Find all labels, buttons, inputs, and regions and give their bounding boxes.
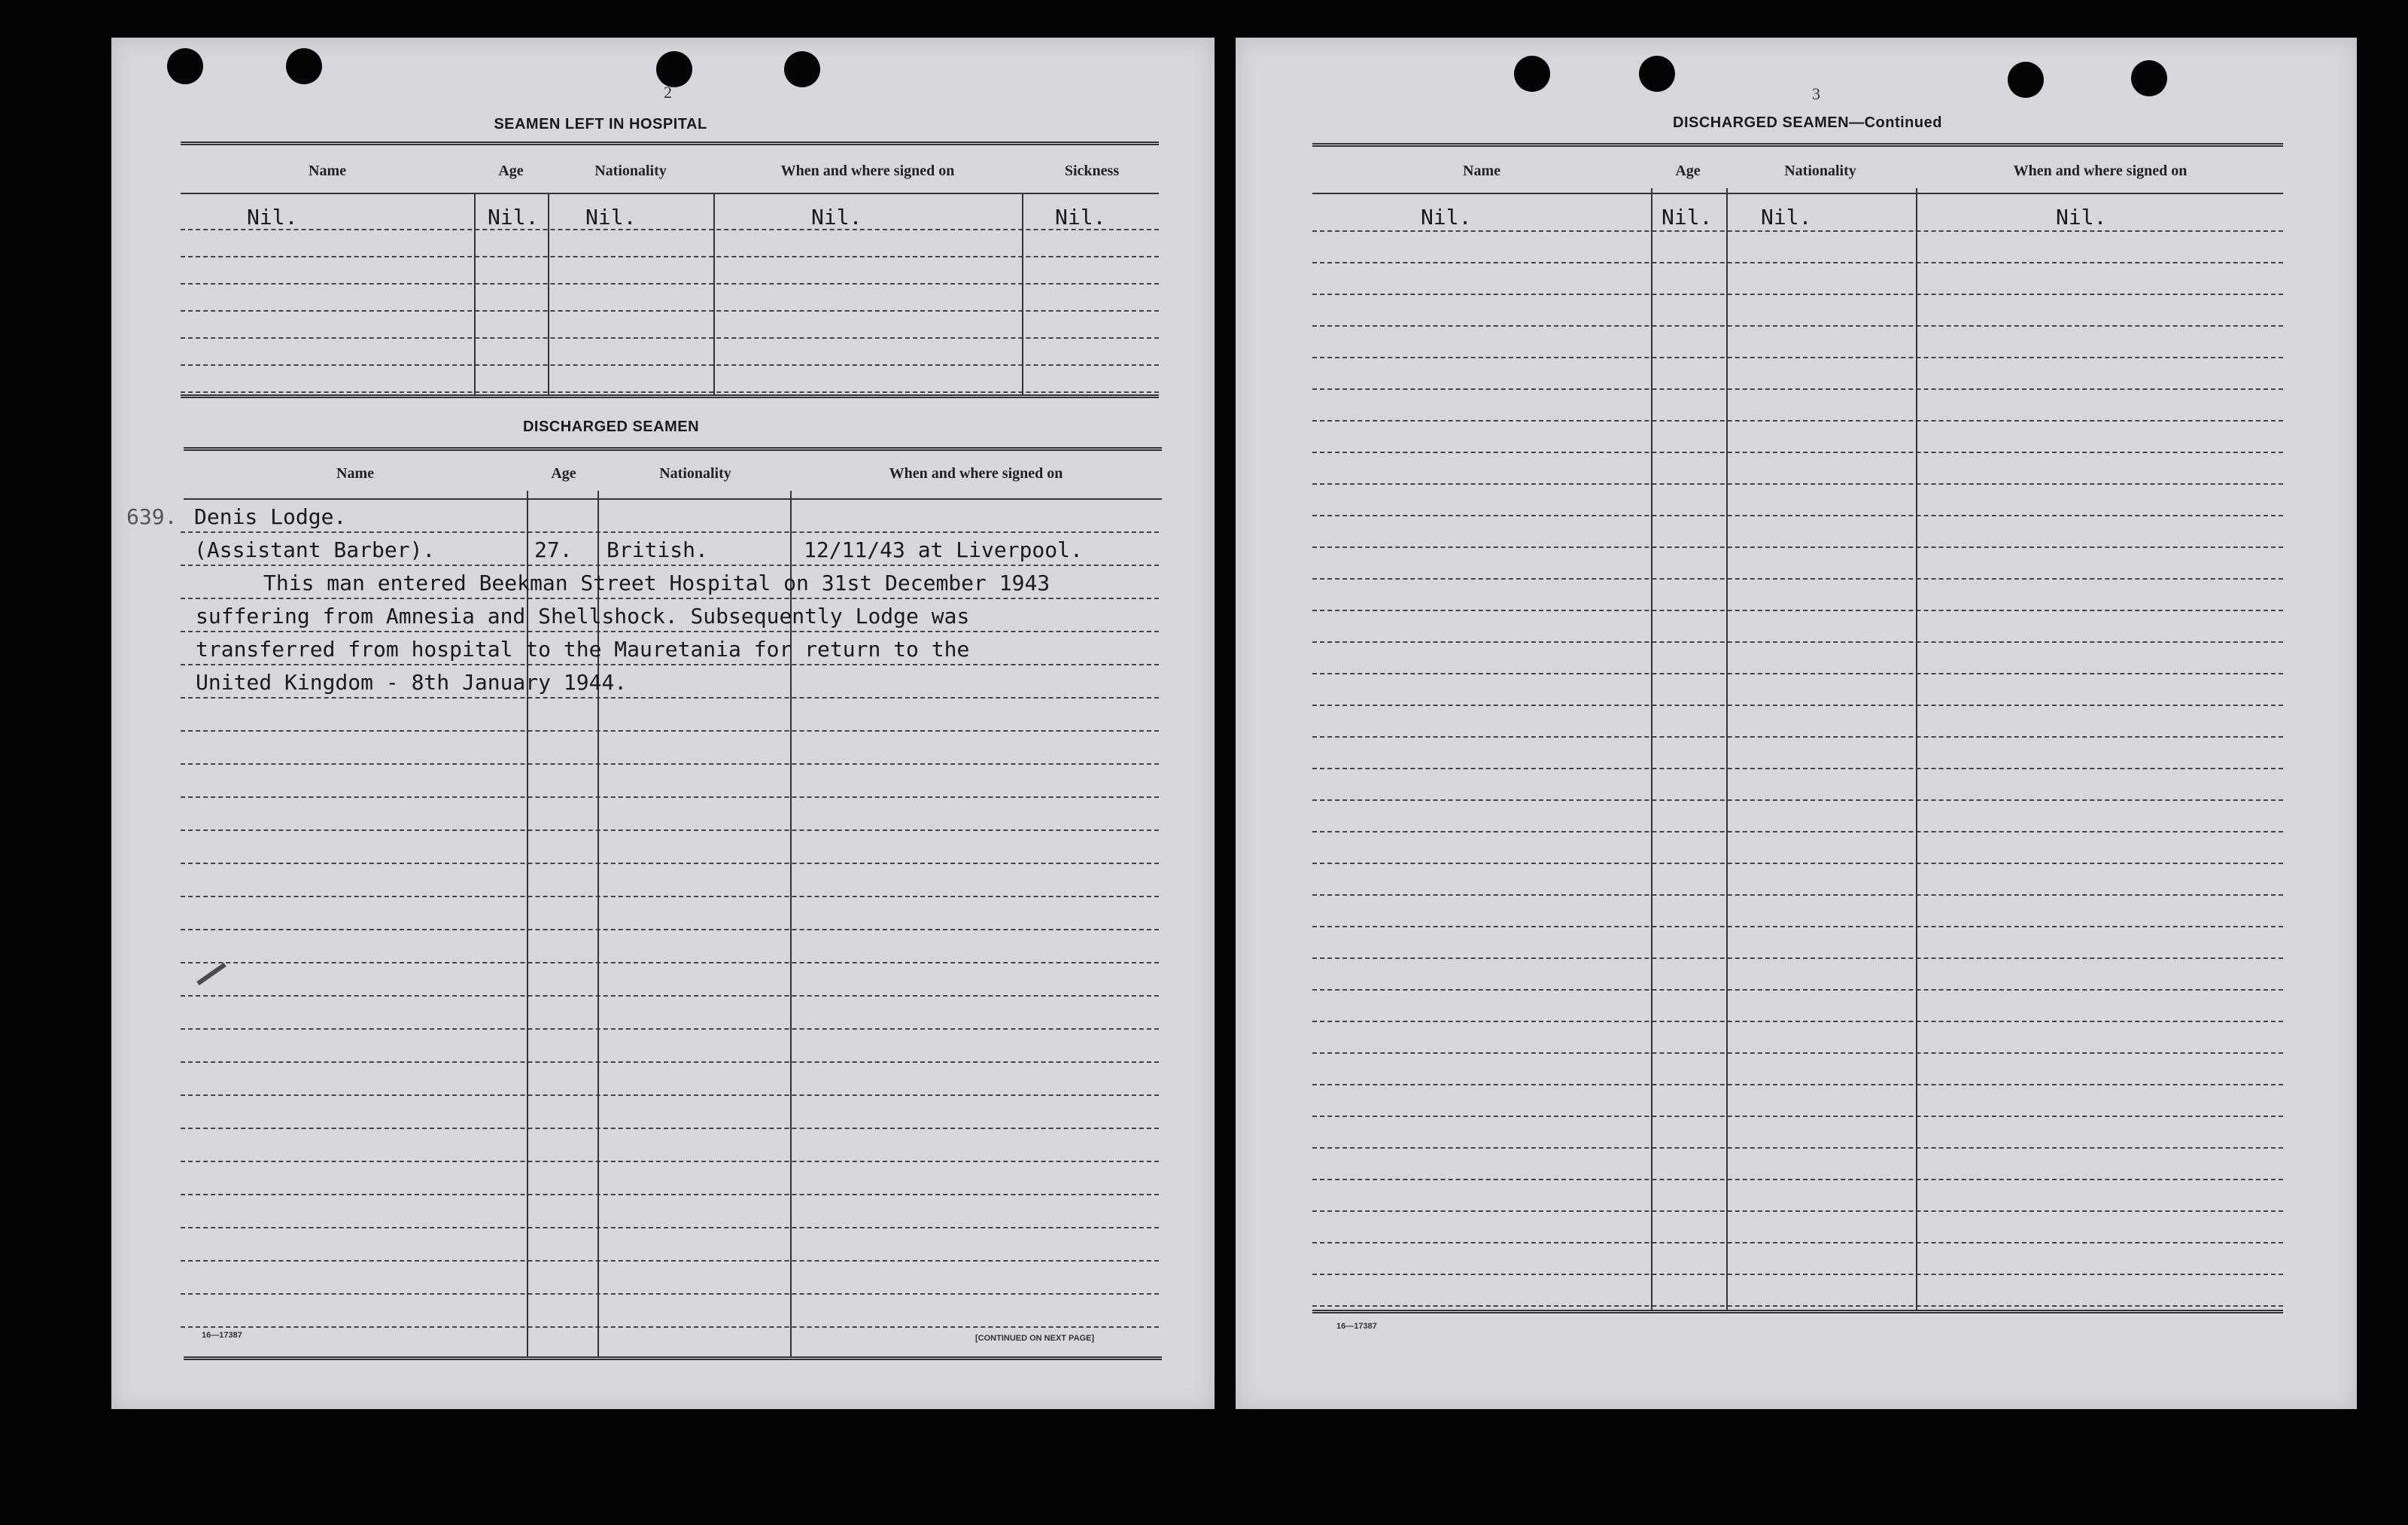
ruled-line bbox=[181, 1293, 1159, 1295]
column-header-age: Age bbox=[498, 163, 524, 179]
table-bottom-rule bbox=[1312, 1310, 2283, 1313]
ruled-line bbox=[1312, 989, 2283, 991]
ruled-line bbox=[1312, 578, 2283, 580]
continued-age-value: Nil. bbox=[1662, 205, 1713, 230]
ruled-line bbox=[1312, 1021, 2283, 1022]
discharged-note-line: This man entered Beekman Street Hospital on 31st December 1943 bbox=[263, 571, 1050, 595]
pen-mark bbox=[196, 963, 226, 985]
ruled-line bbox=[181, 896, 1159, 897]
ruled-line bbox=[1312, 388, 2283, 390]
ruled-line bbox=[1312, 863, 2283, 864]
punch-hole bbox=[784, 51, 820, 87]
punch-hole bbox=[1639, 56, 1675, 92]
column-header-signed-on: When and where signed on bbox=[2013, 163, 2188, 179]
discharged-note-line: United Kingdom - 8th January 1944. bbox=[196, 670, 628, 695]
ruled-line bbox=[1312, 515, 2283, 516]
ruled-line bbox=[181, 283, 1159, 285]
ruled-line bbox=[181, 1094, 1159, 1096]
ruled-line bbox=[1312, 641, 2283, 643]
header-underline bbox=[181, 193, 1159, 194]
column-divider bbox=[1916, 188, 1917, 1311]
ruled-line bbox=[181, 565, 1159, 566]
hospital-name-value: Nil. bbox=[247, 205, 298, 230]
column-header-age: Age bbox=[551, 465, 576, 482]
punch-hole bbox=[286, 48, 322, 84]
column-divider bbox=[548, 193, 549, 396]
column-divider bbox=[1726, 188, 1728, 1311]
column-divider bbox=[1022, 193, 1023, 396]
table-bottom-rule bbox=[184, 1356, 1162, 1360]
ruled-line bbox=[181, 531, 1159, 533]
hospital-nationality-value: Nil. bbox=[585, 205, 637, 230]
ruled-line bbox=[1312, 957, 2283, 959]
ruled-line bbox=[1312, 1147, 2283, 1149]
punch-hole bbox=[2131, 60, 2167, 96]
ruled-line bbox=[1312, 1305, 2283, 1307]
ruled-line bbox=[1312, 926, 2283, 927]
discharged-entry-number: 639. bbox=[126, 504, 178, 529]
column-header-sickness: Sickness bbox=[1064, 163, 1120, 179]
discharged-age: 27. bbox=[534, 537, 573, 562]
column-divider bbox=[713, 193, 715, 396]
hospital-sickness-value: Nil. bbox=[1055, 205, 1106, 230]
ruled-line bbox=[1312, 1210, 2283, 1212]
table-top-rule bbox=[184, 447, 1162, 451]
ruled-line bbox=[181, 995, 1159, 997]
header-underline bbox=[1312, 193, 2283, 194]
ruled-line bbox=[181, 796, 1159, 798]
discharged-signed-on: 12/11/43 at Liverpool. bbox=[804, 537, 1083, 562]
ruled-line bbox=[181, 1260, 1159, 1262]
ruled-line bbox=[181, 1028, 1159, 1030]
ruled-line bbox=[1312, 705, 2283, 706]
ruled-line bbox=[1312, 452, 2283, 453]
ruled-line bbox=[1312, 799, 2283, 801]
ruled-line bbox=[1312, 262, 2283, 263]
ruled-line bbox=[1312, 420, 2283, 422]
ruled-line bbox=[181, 256, 1159, 257]
discharged-note-line: transferred from hospital to the Mauretania for return to the bbox=[196, 637, 970, 662]
ruled-line bbox=[1312, 294, 2283, 295]
form-number: 16—17387 bbox=[1336, 1322, 1377, 1331]
continued-name-value: Nil. bbox=[1421, 205, 1472, 230]
column-header-signed-on: When and where signed on bbox=[889, 465, 1063, 482]
hospital-signed-on-value: Nil. bbox=[811, 205, 862, 230]
ruled-line bbox=[181, 229, 1159, 230]
punch-hole bbox=[2008, 62, 2044, 98]
ruled-line bbox=[1312, 1274, 2283, 1275]
column-header-signed-on: When and where signed on bbox=[780, 163, 955, 179]
column-header-name: Name bbox=[309, 163, 346, 179]
discharged-section-title: DISCHARGED SEAMEN bbox=[522, 419, 700, 435]
punch-hole bbox=[1514, 56, 1550, 92]
left-page bbox=[111, 38, 1215, 1409]
ruled-line bbox=[181, 863, 1159, 864]
ruled-line bbox=[1312, 1179, 2283, 1180]
column-divider bbox=[474, 193, 476, 396]
punch-hole bbox=[167, 48, 203, 84]
ruled-line bbox=[1312, 230, 2283, 232]
ruled-line bbox=[1312, 325, 2283, 327]
ruled-line bbox=[1312, 831, 2283, 833]
ruled-line bbox=[181, 1061, 1159, 1063]
page-number: 3 bbox=[1812, 84, 1820, 103]
hospital-age-value: Nil. bbox=[488, 205, 539, 230]
continued-section-title: DISCHARGED SEAMEN—Continued bbox=[1673, 114, 1942, 131]
form-number: 16—17387 bbox=[202, 1331, 242, 1340]
table-bottom-rule bbox=[181, 394, 1159, 398]
discharged-nationality: British. bbox=[607, 537, 708, 562]
ruled-line bbox=[181, 1227, 1159, 1228]
ruled-line bbox=[181, 962, 1159, 963]
ruled-line bbox=[181, 391, 1159, 393]
ruled-line bbox=[181, 730, 1159, 732]
ruled-line bbox=[1312, 357, 2283, 358]
page-number: 2 bbox=[664, 83, 672, 102]
column-header-age: Age bbox=[1675, 163, 1701, 179]
column-header-name: Name bbox=[336, 465, 374, 482]
ruled-line bbox=[1312, 768, 2283, 769]
column-header-name: Name bbox=[1463, 163, 1500, 179]
table-top-rule bbox=[181, 142, 1159, 145]
ruled-line bbox=[1312, 673, 2283, 674]
column-header-nationality: Nationality bbox=[1784, 163, 1856, 179]
table-top-rule bbox=[1312, 143, 2283, 147]
ruled-line bbox=[181, 664, 1159, 665]
ruled-line bbox=[181, 598, 1159, 599]
ruled-line bbox=[181, 364, 1159, 366]
ruled-line bbox=[181, 829, 1159, 831]
discharged-note-line: suffering from Amnesia and Shellshock. Subsequently Lodge was bbox=[196, 604, 970, 629]
ruled-line bbox=[1312, 1052, 2283, 1054]
ruled-line bbox=[1312, 483, 2283, 485]
header-underline bbox=[184, 498, 1162, 500]
continued-signed-on-value: Nil. bbox=[2056, 205, 2107, 230]
ruled-line bbox=[1312, 736, 2283, 738]
ruled-line bbox=[1312, 1084, 2283, 1085]
ruled-line bbox=[181, 697, 1159, 699]
ruled-line bbox=[1312, 1116, 2283, 1117]
punch-hole bbox=[656, 51, 692, 87]
ruled-line bbox=[181, 1194, 1159, 1195]
ruled-line bbox=[181, 310, 1159, 312]
ruled-line bbox=[181, 1128, 1159, 1129]
ruled-line bbox=[1312, 546, 2283, 548]
discharged-name: Denis Lodge. bbox=[194, 504, 347, 529]
column-divider bbox=[1651, 188, 1652, 1311]
ruled-line bbox=[181, 929, 1159, 930]
column-header-nationality: Nationality bbox=[659, 465, 731, 482]
ruled-line bbox=[181, 1326, 1159, 1328]
continued-note: [CONTINUED ON NEXT PAGE] bbox=[975, 1334, 1095, 1343]
continued-nationality-value: Nil. bbox=[1761, 205, 1812, 230]
ruled-line bbox=[181, 1161, 1159, 1162]
hospital-section-title: SEAMEN LEFT IN HOSPITAL bbox=[494, 116, 707, 132]
discharged-rank: (Assistant Barber). bbox=[194, 537, 436, 562]
ruled-line bbox=[1312, 1242, 2283, 1243]
right-page bbox=[1236, 38, 2357, 1409]
ruled-line bbox=[1312, 610, 2283, 611]
ruled-line bbox=[1312, 894, 2283, 896]
column-header-nationality: Nationality bbox=[594, 163, 667, 179]
ruled-line bbox=[181, 631, 1159, 632]
ruled-line bbox=[181, 763, 1159, 765]
ruled-line bbox=[181, 337, 1159, 339]
